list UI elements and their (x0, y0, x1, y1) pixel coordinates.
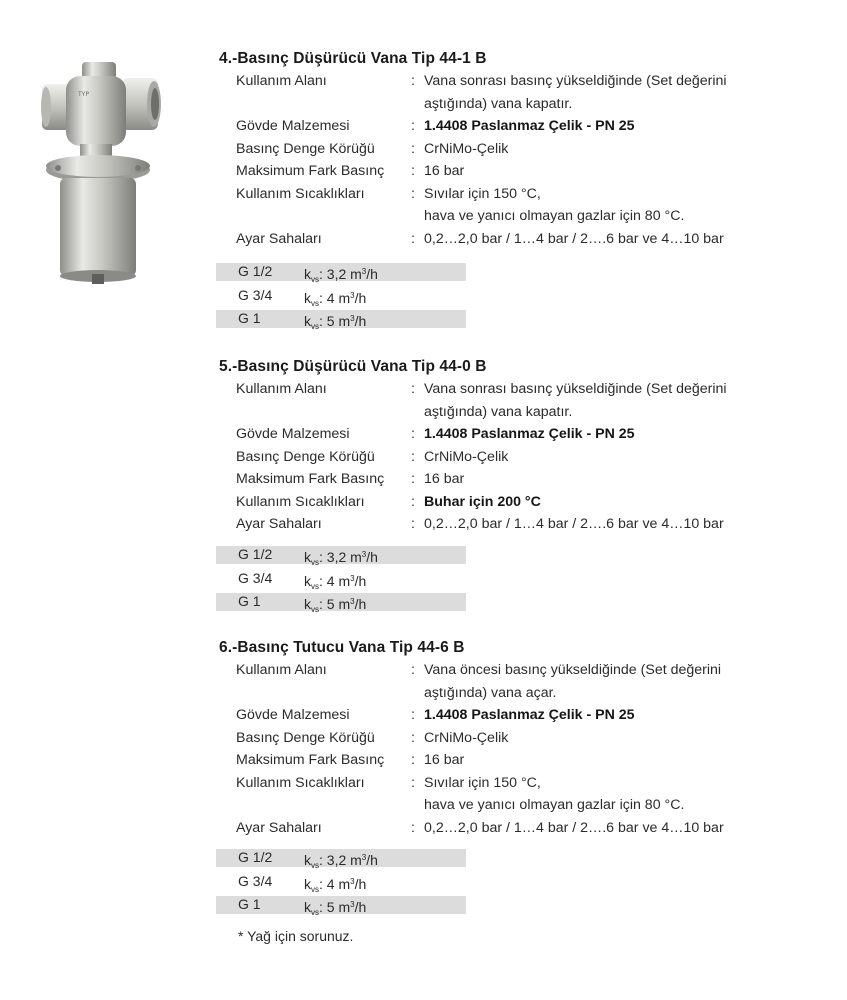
spec-value: CrNiMo-Çelik (424, 729, 509, 746)
kvs-row (216, 593, 466, 614)
spec-label: Ayar Sahaları (236, 819, 322, 836)
spec-label: Ayar Sahaları (236, 230, 322, 247)
kvs-value: $k_{vs}$: 3,2 $m^3/h$ (304, 549, 378, 567)
svg-text:TYP: TYP (78, 91, 89, 98)
kvs-value: $k_{vs}$: 5 $m^3/h$ (304, 313, 367, 331)
product-section-44-6-b (219, 637, 819, 917)
spec-label: Kullanım Sıcaklıkları (236, 185, 365, 202)
kvs-value: $k_{vs}$: 4 $m^3/h$ (304, 875, 367, 894)
kvs-value: $k_{vs}$: 3,2 $m^3/h$ (304, 266, 378, 284)
spec-row: Kullanım Sıcaklıkları : Sıvılar için 150 °C, (219, 183, 819, 206)
connection-size: G 1/2 (238, 849, 273, 865)
spec-value: Vana sonrası basınç yükseldiğinde (Set değerini (424, 73, 727, 89)
spec-label: Kullanım Alanı (236, 662, 327, 678)
product-section-44-0-b (219, 356, 819, 614)
spec-label: Maksimum Fark Basınç (236, 163, 385, 179)
spec-value: Vana öncesi basınç yükseldiğinde (Set değerini (424, 662, 722, 678)
spec-label: Kullanım Sıcaklıkları (236, 493, 365, 510)
spec-row: Basınç Denge Körüğü : CrNiMo-Çelik (219, 138, 819, 161)
connection-size: G 3/4 (238, 286, 273, 303)
kvs-row (216, 569, 466, 591)
kvs-value: $k_{vs}$: 3,2 $m^3/h$ (304, 852, 378, 870)
spec-value: 16 bar (424, 752, 465, 768)
kvs-row (216, 286, 466, 308)
spec-row: Ayar Sahaları : 0,2…2,0 bar / 1…4 bar / 2….6 bar ve 4…10 bar (219, 513, 819, 536)
connection-size: G 1/2 (238, 263, 273, 279)
kvs-row (216, 849, 466, 870)
spec-value: Sıvılar için 150 °C, (424, 774, 541, 791)
kvs-value: $k_{vs}$: 5 $m^3/h$ (304, 596, 367, 614)
kvs-table (216, 546, 466, 614)
spec-row: Kullanım Sıcaklıkları : Sıvılar için 150 °C, (219, 772, 819, 795)
kvs-value: $k_{vs}$: 4 $m^3/h$ (304, 572, 367, 591)
footnote: * Yağ için sorunuz. (238, 928, 354, 944)
spec-value: 0,2…2,0 bar / 1…4 bar / 2….6 bar ve 4…10 bar (424, 516, 724, 532)
spec-value: 1.4408 Paslanmaz Çelik - PN 25 (424, 118, 635, 134)
spec-row-continuation (219, 93, 819, 116)
spec-row: Maksimum Fark Basınç : 16 bar (219, 160, 819, 183)
spec-row: Gövde Malzemesi : 1.4408 Paslanmaz Çelik - PN 25 (219, 704, 819, 727)
spec-value: Buhar için 200 °C (424, 493, 541, 510)
spec-value: aştığında) vana açar. (424, 684, 557, 701)
spec-value: 0,2…2,0 bar / 1…4 bar / 2….6 bar ve 4…10 bar (424, 230, 724, 247)
connection-size: G 3/4 (238, 872, 273, 889)
kvs-value: $k_{vs}$: 4 $m^3/h$ (304, 289, 367, 308)
spec-label: Basınç Denge Körüğü (236, 448, 375, 465)
kvs-row (216, 546, 466, 567)
connection-size: G 1 (238, 310, 261, 326)
valve-product-photo (36, 52, 176, 287)
section-title: 4.-Basınç Düşürücü Vana Tip 44-1 B (219, 50, 487, 67)
spec-label: Kullanım Alanı (236, 73, 327, 89)
spec-value: hava ve yanıcı olmayan gazlar için 80 °C. (424, 797, 685, 813)
spec-row: Ayar Sahaları : 0,2…2,0 bar / 1…4 bar / 2….6 bar ve 4…10 bar (219, 228, 819, 251)
spec-row: Kullanım Sıcaklıkları : Buhar için 200 °C (219, 491, 819, 514)
connection-size: G 1 (238, 896, 261, 912)
spec-row: Maksimum Fark Basınç : 16 bar (219, 749, 819, 772)
spec-row-continuation (219, 401, 819, 424)
spec-row-continuation (219, 205, 819, 228)
spec-label: Maksimum Fark Basınç (236, 471, 385, 487)
spec-row: Ayar Sahaları : 0,2…2,0 bar / 1…4 bar / 2….6 bar ve 4…10 bar (219, 817, 819, 840)
spec-value: Vana sonrası basınç yükseldiğinde (Set değerini (424, 381, 727, 397)
spec-row: Kullanım Alanı : Vana sonrası basınç yükseldiğinde (Set değerini (219, 378, 819, 401)
kvs-table (216, 849, 466, 917)
spec-label: Gövde Malzemesi (236, 426, 350, 442)
spec-value: aştığında) vana kapatır. (424, 95, 573, 112)
spec-row: Kullanım Alanı : Vana öncesi basınç yükseldiğinde (Set değerini (219, 659, 819, 682)
spec-value: CrNiMo-Çelik (424, 448, 509, 465)
spec-row: Basınç Denge Körüğü : CrNiMo-Çelik (219, 727, 819, 750)
spec-label: Gövde Malzemesi (236, 707, 350, 723)
connection-size: G 1/2 (238, 546, 273, 562)
spec-label: Maksimum Fark Basınç (236, 752, 385, 768)
kvs-row (216, 872, 466, 894)
spec-label: Kullanım Sıcaklıkları (236, 774, 365, 791)
spec-value: Sıvılar için 150 °C, (424, 185, 541, 202)
spec-value: 0,2…2,0 bar / 1…4 bar / 2….6 bar ve 4…10 bar (424, 819, 724, 836)
kvs-row (216, 896, 466, 917)
spec-row: Basınç Denge Körüğü : CrNiMo-Çelik (219, 446, 819, 469)
spec-label: Gövde Malzemesi (236, 118, 350, 134)
spec-label: Basınç Denge Körüğü (236, 140, 375, 157)
kvs-row (216, 263, 466, 284)
connection-size: G 3/4 (238, 569, 273, 586)
spec-row-continuation (219, 682, 819, 705)
spec-value: hava ve yanıcı olmayan gazlar için 80 °C. (424, 208, 685, 224)
product-section-44-1-b (219, 48, 819, 331)
section-title: 5.-Basınç Düşürücü Vana Tip 44-0 B (219, 358, 487, 375)
spec-value: aştığında) vana kapatır. (424, 403, 573, 420)
spec-row: Gövde Malzemesi : 1.4408 Paslanmaz Çelik - PN 25 (219, 423, 819, 446)
kvs-table (216, 263, 466, 331)
spec-row: Maksimum Fark Basınç : 16 bar (219, 468, 819, 491)
section-title: 6.-Basınç Tutucu Vana Tip 44-6 B (219, 639, 465, 656)
spec-value: 1.4408 Paslanmaz Çelik - PN 25 (424, 426, 635, 442)
spec-row: Kullanım Alanı : Vana sonrası basınç yükseldiğinde (Set değerini (219, 70, 819, 93)
kvs-value: $k_{vs}$: 5 $m^3/h$ (304, 899, 367, 917)
spec-value: 16 bar (424, 471, 465, 487)
spec-value: 16 bar (424, 163, 465, 179)
spec-label: Basınç Denge Körüğü (236, 729, 375, 746)
spec-label: Kullanım Alanı (236, 381, 327, 397)
spec-value: CrNiMo-Çelik (424, 140, 509, 157)
connection-size: G 1 (238, 593, 261, 609)
spec-row: Gövde Malzemesi : 1.4408 Paslanmaz Çelik - PN 25 (219, 115, 819, 138)
spec-label: Ayar Sahaları (236, 516, 322, 532)
spec-value: 1.4408 Paslanmaz Çelik - PN 25 (424, 707, 635, 723)
kvs-row (216, 310, 466, 331)
spec-row-continuation (219, 794, 819, 817)
